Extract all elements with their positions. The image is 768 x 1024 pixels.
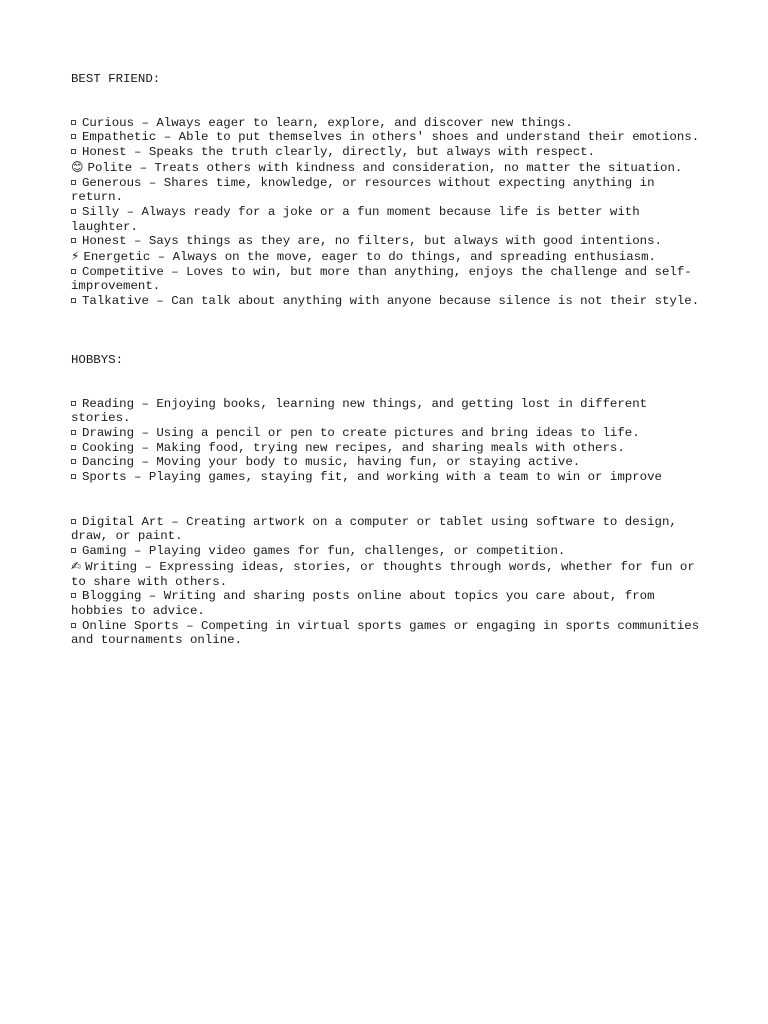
list-item [71,265,711,294]
list-item-text: Honest – Says things as they are, no filters, but always with good intentions. [82,234,662,249]
list-item [71,160,711,176]
spacer [71,485,711,515]
square-bullet-icon [71,519,76,524]
list-item-text: Drawing – Using a pencil or pen to create pictures and bring ideas to life. [82,425,640,440]
list-item [71,515,711,544]
list-item-text: Polite – Treats others with kindness and consideration, no matter the situation. [87,160,683,175]
list-item [71,294,711,309]
list-item [71,426,711,441]
spacer [71,309,711,353]
list-item [71,455,711,470]
lightning-icon: ⚡ [71,249,80,264]
best-friend-heading: BEST FRIEND: [71,72,161,86]
list-item-text: Competitive – Loves to win, but more than anything, enjoys the challenge and self-improvement. [71,264,692,294]
list-item [71,441,711,456]
list-item [71,619,711,648]
square-bullet-icon [71,445,76,450]
spacer [71,87,711,116]
list-item [71,116,711,131]
list-item-text: Silly – Always ready for a joke or a fun moment because life is better with laughter. [71,204,648,234]
square-bullet-icon [71,149,76,154]
list-item-text: Honest – Speaks the truth clearly, directly, but always with respect. [82,145,596,160]
square-bullet-icon [71,120,76,125]
list-item-text: Gaming – Playing video games for fun, challenges, or competition. [82,544,566,559]
list-item-text: Empathetic – Able to put themselves in others' shoes and understand their emotions. [82,130,700,145]
list-item-text: Digital Art – Creating artwork on a computer or tablet using software to design, draw, or paint. [71,514,685,544]
square-bullet-icon [71,459,76,464]
square-bullet-icon [71,134,76,139]
square-bullet-icon [71,180,76,185]
spacer [71,368,711,397]
list-item [71,205,711,234]
hobbys-list [71,397,711,485]
digital-hobbys-list [71,515,711,648]
list-item [71,145,711,160]
list-item-text: Dancing – Moving your body to music, having fun, or staying active. [82,455,581,470]
smiley-icon: 😊 [71,159,84,174]
list-item-text: Generous – Shares time, knowledge, or resources without expecting anything in return. [71,175,662,205]
square-bullet-icon [71,238,76,243]
list-item-text: Talkative – Can talk about anything with anyone because silence is not their style. [82,294,700,309]
list-item-text: Sports – Playing games, staying fit, and working with a team to win or improve [82,470,662,485]
list-item [71,130,711,145]
list-item [71,559,711,589]
writing-hand-icon: ✍ [71,558,82,573]
list-item-text: Online Sports – Competing in virtual sports games or engaging in sports communities and tournaments online. [71,618,707,648]
square-bullet-icon [71,593,76,598]
square-bullet-icon [71,623,76,628]
hobbys-heading: HOBBYS: [71,352,124,367]
square-bullet-icon [71,209,76,214]
list-item [71,544,711,559]
square-bullet-icon [71,269,76,274]
best-friend-list [71,116,711,309]
list-item [71,589,711,618]
list-item-text: Curious – Always eager to learn, explore, and discover new things. [82,115,573,130]
list-item [71,234,711,249]
list-item [71,470,711,485]
square-bullet-icon [71,298,76,303]
list-item-text: Blogging – Writing and sharing posts online about topics you care about, from hobbies to advice. [71,589,662,618]
list-item-text: Writing – Expressing ideas, stories, or thoughts through words, whether for fun or to share with others. [71,559,703,589]
square-bullet-icon [71,430,76,435]
list-item [71,397,711,426]
list-item-text: Reading – Enjoying books, learning new things, and getting lost in different stories. [71,396,655,426]
square-bullet-icon [71,401,76,406]
list-item-text: Cooking – Making food, trying new recipes, and sharing meals with others. [82,440,625,455]
document-page [71,72,711,648]
list-item [71,176,711,205]
square-bullet-icon [71,548,76,553]
list-item [71,249,711,265]
list-item-text: Energetic – Always on the move, eager to do things, and spreading enthusiasm. [83,250,656,265]
square-bullet-icon [71,474,76,479]
